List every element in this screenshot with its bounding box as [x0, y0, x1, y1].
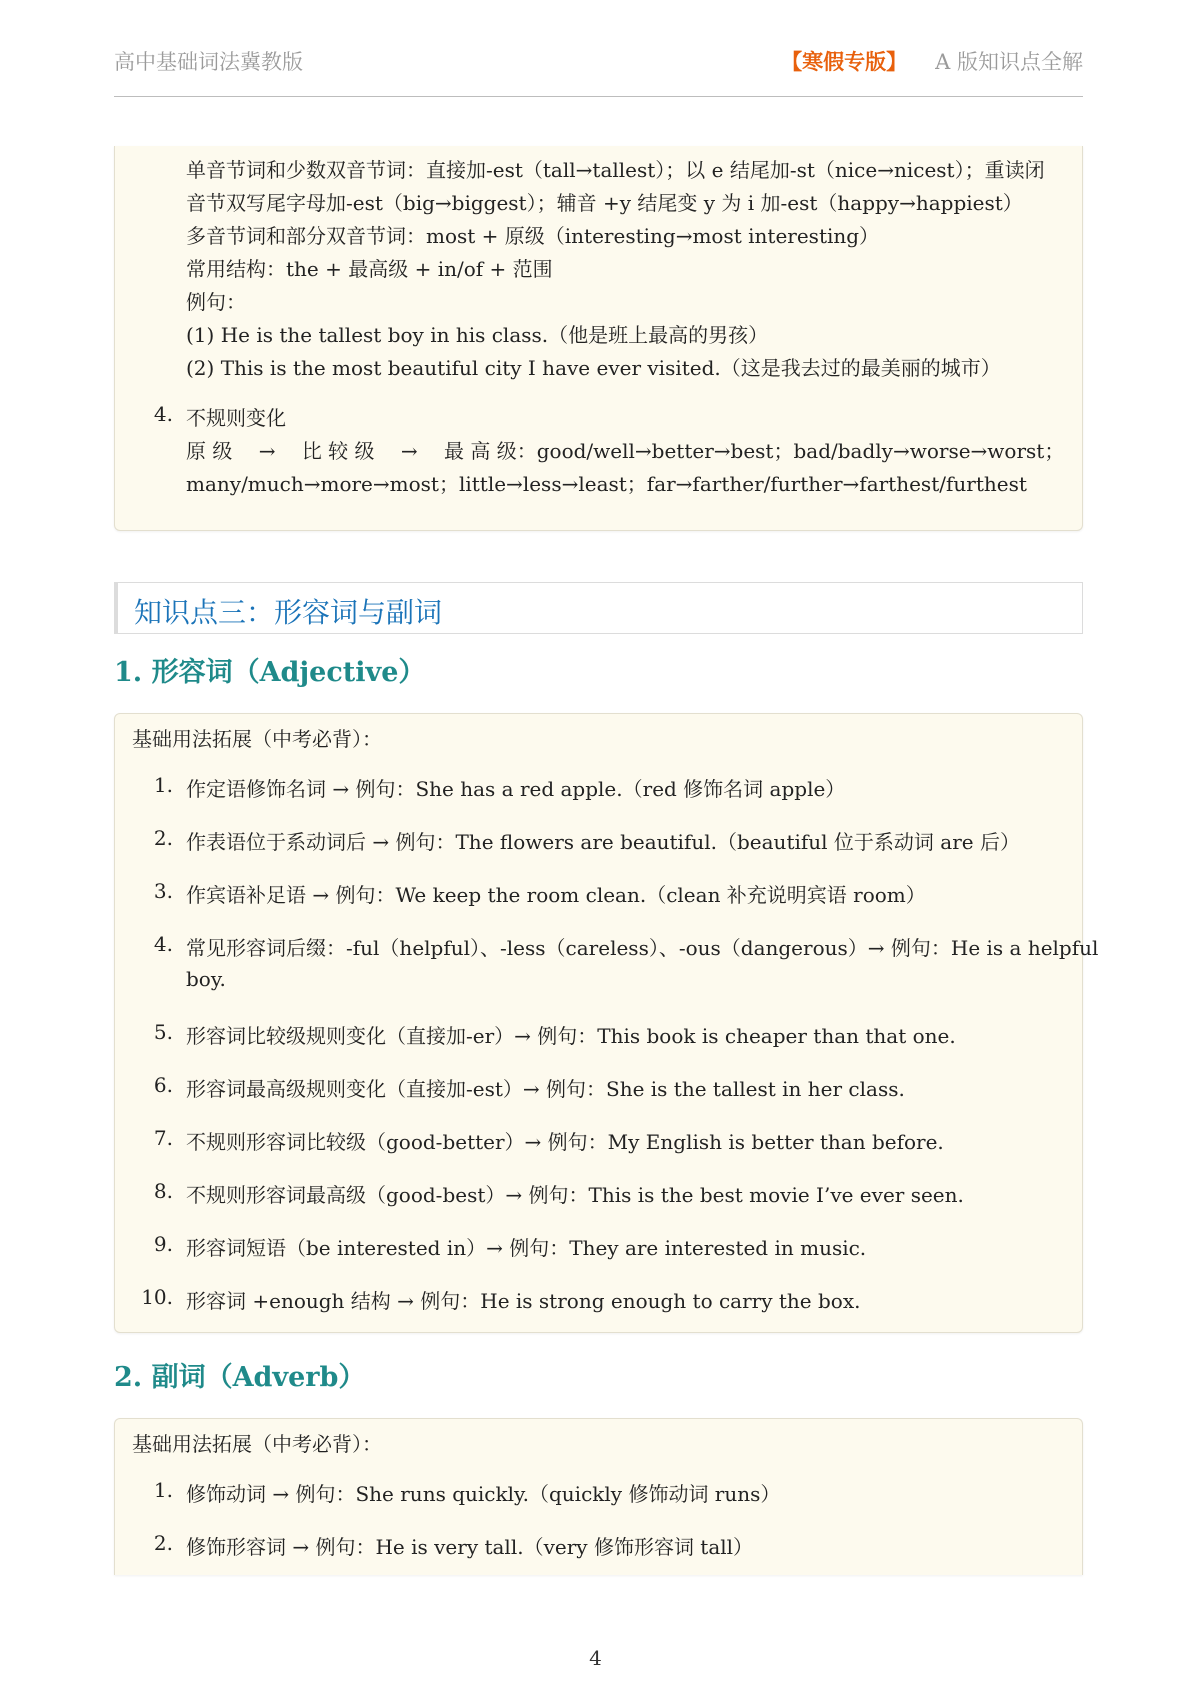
adverb-usage-box [114, 1418, 1083, 1575]
box-line: 单音节词和少数双音节词：直接加-est（tall→tallest）；以 e 结尾加-st（nice→nicest）；重读闭 [186, 158, 1045, 182]
list-item: 修饰形容词 → 例句：He is very tall.（very 修饰形容词 tall） [186, 1535, 754, 1559]
list-number: 1. [153, 1478, 173, 1502]
list-item: 形容词比较级规则变化（直接加-er）→ 例句：This book is cheaper than that one. [186, 1024, 956, 1048]
list-item: 形容词 +enough 结构 → 例句：He is strong enough to carry the box. [186, 1289, 861, 1313]
box-line: 例句： [186, 290, 246, 314]
box-line: 音节双写尾字母加-est（big→biggest）；辅音 +y 结尾变 y 为 i 加-est（happy→happiest） [186, 191, 1023, 215]
list-number: 4. [153, 402, 173, 426]
list-item: 不规则形容词最高级（good-best）→ 例句：This is the best movie I’ve ever seen. [186, 1183, 964, 1207]
page-header [114, 46, 1083, 97]
list-number: 1. [153, 773, 173, 797]
header-right [781, 46, 1083, 76]
list-number: 2. [153, 826, 173, 850]
list-item: 不规则形容词比较级（good-better）→ 例句：My English is better than before. [186, 1130, 944, 1154]
list-number: 4. [153, 932, 173, 956]
list-number: 9. [153, 1232, 173, 1256]
section-title: 知识点三：形容词与副词 [134, 596, 443, 629]
list-item: 形容词短语（be interested in）→ 例句：They are interested in music. [186, 1236, 867, 1260]
header-title: 高中基础词法冀教版 [114, 50, 303, 74]
list-item-title: 不规则变化 [186, 406, 286, 430]
example-sentence: (1) He is the tallest boy in his class.（他是班上最高的男孩） [186, 323, 769, 347]
list-item-continuation: boy. [186, 967, 226, 991]
superlative-rules-box [114, 146, 1083, 531]
list-item: 修饰动词 → 例句：She runs quickly.（quickly 修饰动词 runs） [186, 1482, 781, 1506]
box-line: 常用结构：the + 最高级 + in/of + 范围 [186, 257, 553, 281]
page-number: 4 [589, 1646, 602, 1670]
adjective-usage-box [114, 713, 1099, 1333]
header-edition: 【寒假专版】 [781, 49, 908, 74]
list-number: 3. [153, 879, 173, 903]
list-number: 2. [153, 1531, 173, 1555]
list-number: 8. [153, 1179, 173, 1203]
list-item: 作宾语补足语 → 例句：We keep the room clean.（clean 补充说明宾语 room） [186, 883, 926, 907]
adjective-heading: 1. 形容词（Adjective） [114, 657, 426, 688]
list-item: 常见形容词后缀：-ful（helpful）、-less（careless）、-ous（dangerous）→ 例句：He is a helpful [186, 936, 1099, 960]
list-item-text: many/much→more→most；little→less→least；far→farther/further→farthest/furthest [186, 472, 1027, 496]
box-title: 基础用法拓展（中考必背）： [132, 727, 382, 751]
example-sentence: (2) This is the most beautiful city I have ever visited.（这是我去过的最美丽的城市） [186, 356, 1001, 380]
list-number: 10. [141, 1285, 173, 1309]
list-number: 7. [153, 1126, 173, 1150]
box-title: 基础用法拓展（中考必背）： [132, 1432, 382, 1456]
list-item-text: 原 级 → 比 较 级 → 最 高 级：good/well→better→best；bad/badly→worse→worst； [186, 439, 1065, 463]
list-item: 形容词最高级规则变化（直接加-est）→ 例句：She is the tallest in her class. [186, 1077, 905, 1101]
header-subtitle: A 版知识点全解 [935, 50, 1083, 74]
adverb-heading: 2. 副词（Adverb） [114, 1362, 366, 1393]
list-item: 作定语修饰名词 → 例句：She has a red apple.（red 修饰名词 apple） [186, 777, 846, 801]
section-heading [114, 582, 1083, 634]
list-number: 5. [153, 1020, 173, 1044]
box-line: 多音节词和部分双音节词：most + 原级（interesting→most interesting） [186, 224, 880, 248]
list-number: 6. [153, 1073, 173, 1097]
list-item: 作表语位于系动词后 → 例句：The flowers are beautiful.（beautiful 位于系动词 are 后） [186, 830, 1020, 854]
